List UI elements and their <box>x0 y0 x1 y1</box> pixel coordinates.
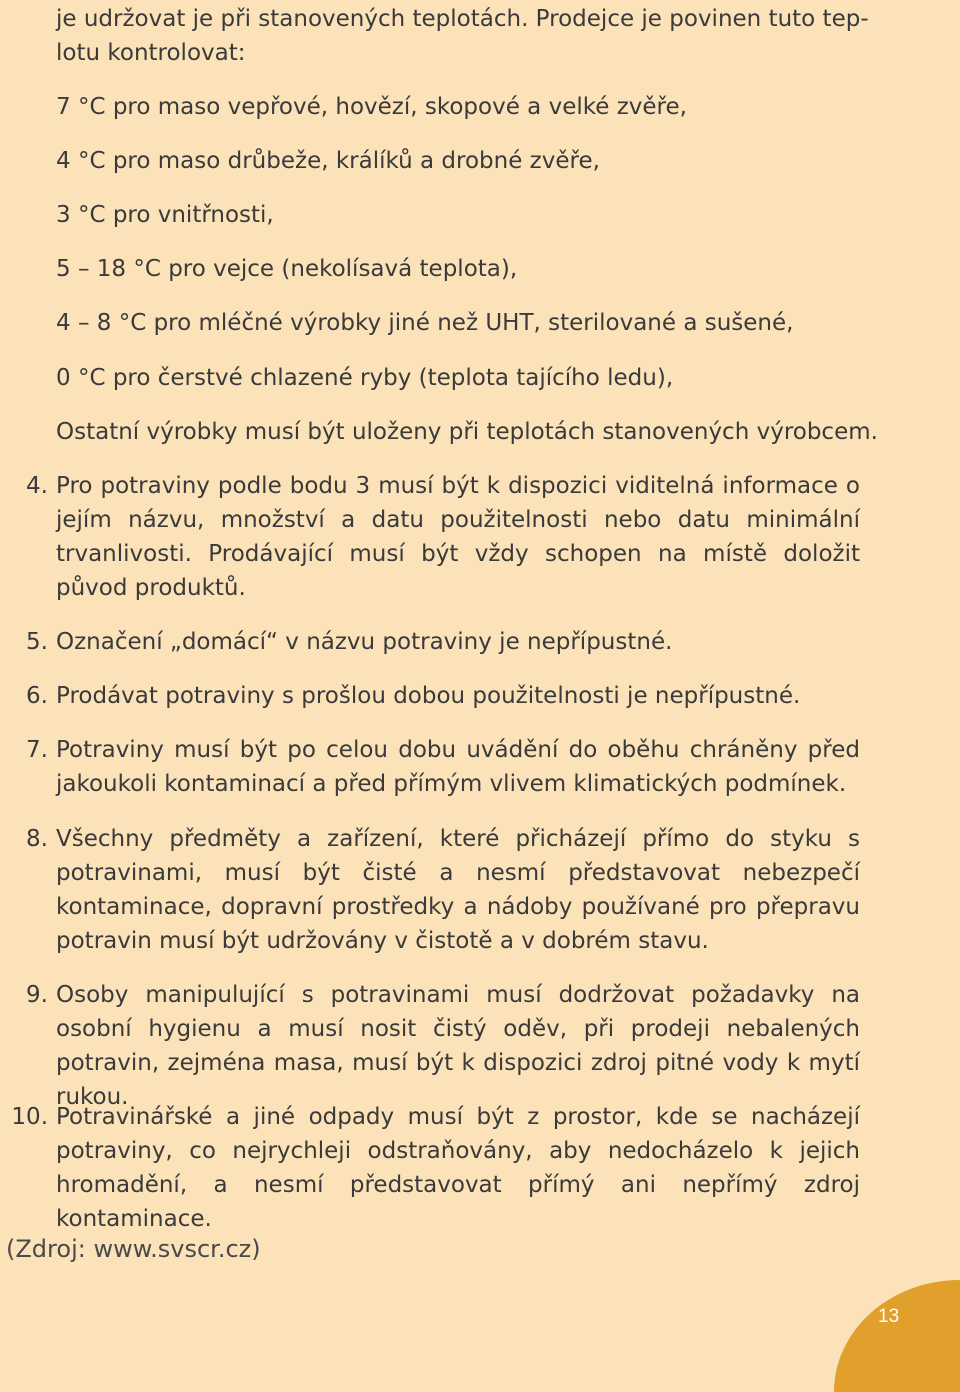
item-number: 4. <box>26 473 48 499</box>
item-number: 10. <box>11 1104 48 1130</box>
item-number: 8. <box>26 826 48 852</box>
temperature-item: 4 °C pro maso drůbeže, králíků a drobné zvěře, <box>56 148 600 174</box>
source-citation: (Zdroj: www.svscr.cz) <box>6 1235 261 1263</box>
item-number: 5. <box>26 629 48 655</box>
numbered-item-text: Pro potraviny podle bodu 3 musí být k dispozici viditelná informace o jejím názvu, množství a datu použitelnosti nebo datu minimální trvanlivosti. Prodávající musí být vždy schopen na místě doložit původ produktů. <box>56 473 860 601</box>
temperature-item: 0 °C pro čerstvé chlazené ryby (teplota tajícího ledu), <box>56 365 674 391</box>
item-number: 7. <box>26 737 48 763</box>
intro-line: je udržovat je při stanovených teplotách. Prodejce je povinen tuto tep- <box>56 6 869 32</box>
numbered-item-text: Potravinářské a jiné odpady musí být z prostor, kde se nacházejí potraviny, co nejrychleji odstraňovány, aby nedocházelo k jejich hromadění, a nesmí představovat přímý ani nepřímý zdroj kontaminace. <box>56 1104 860 1232</box>
temperature-item: 3 °C pro vnitřnosti, <box>56 202 274 228</box>
numbered-item-text: Všechny předměty a zařízení, které přicházejí přímo do styku s potravinami, musí být čisté a nesmí představovat nebezpečí kontaminace, dopravní prostředky a nádoby používané pro přepravu potravin musí být udržovány v čistotě a v dobrém stavu. <box>56 826 860 954</box>
temperature-item: 5 – 18 °C pro vejce (nekolísavá teplota), <box>56 256 518 282</box>
item-number: 6. <box>26 683 48 709</box>
temperature-item: 4 – 8 °C pro mléčné výrobky jiné než UHT, sterilované a sušené, <box>56 310 794 336</box>
numbered-item-text: Osoby manipulující s potravinami musí dodržovat požadavky na osobní hygienu a musí nosit čistý oděv, při prodeji nebalených potravin, zejména masa, musí být k dispozici zdroj pitné vody k mytí rukou. <box>56 982 860 1110</box>
temperature-item: 7 °C pro maso vepřové, hovězí, skopové a velké zvěře, <box>56 94 687 120</box>
numbered-item-text: Potraviny musí být po celou dobu uvádění do oběhu chráněny před jakoukoli kontaminací a před přímým vlivem klimatických podmínek. <box>56 737 860 797</box>
item-number: 9. <box>26 982 48 1008</box>
temperature-item: Ostatní výrobky musí být uloženy při teplotách stanovených výrobcem. <box>56 419 878 445</box>
page-number-tab <box>834 1280 960 1392</box>
intro-line: lotu kontrolovat: <box>56 40 246 66</box>
numbered-item-text: Označení „domácí“ v názvu potraviny je nepřípustné. <box>56 629 673 655</box>
page-number: 13 <box>878 1306 900 1327</box>
numbered-item-text: Prodávat potraviny s prošlou dobou použitelnosti je nepřípustné. <box>56 683 801 709</box>
